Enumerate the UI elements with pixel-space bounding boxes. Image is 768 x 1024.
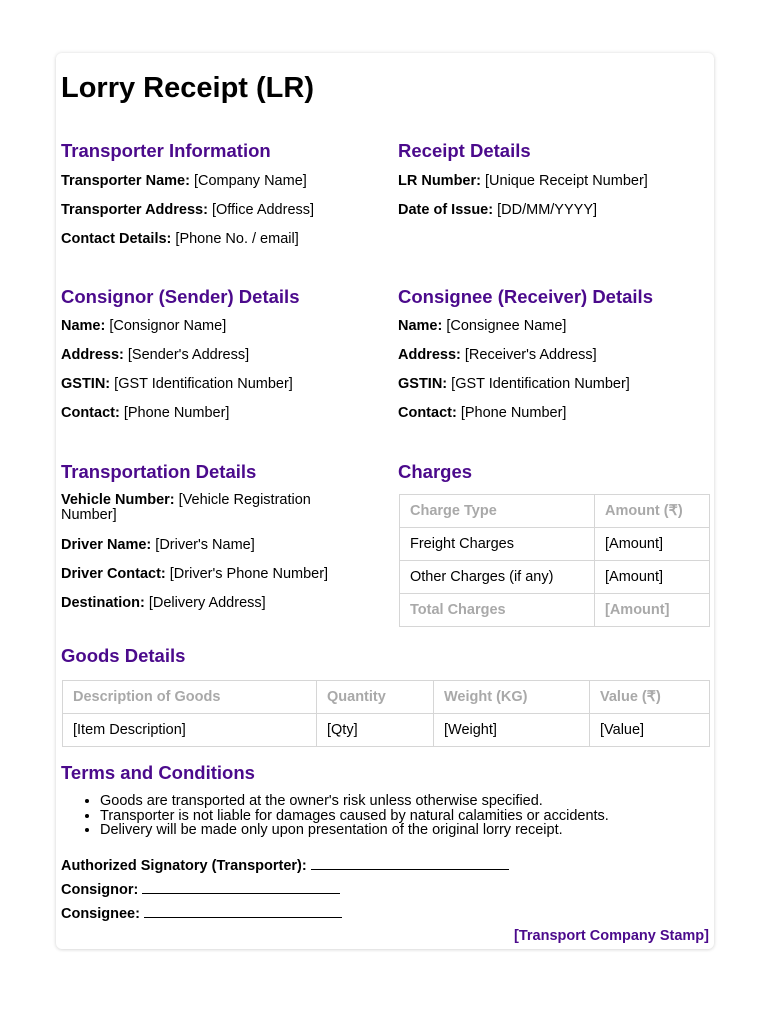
consignee-gstin-field: GSTIN: [GST Identification Number]: [398, 376, 630, 392]
charge-type-cell: Other Charges (if any): [400, 561, 595, 594]
amount-cell: [Amount]: [595, 528, 710, 561]
list-item: • Delivery will be made only upon presentation of the original lorry receipt.: [100, 823, 609, 838]
consignee-signature-line: Consignee:: [61, 905, 342, 922]
transporter-name-field: Transporter Name: [Company Name]: [61, 173, 307, 189]
table-row: [63, 714, 710, 747]
goods-heading: Goods Details: [61, 645, 186, 666]
list-item: • Goods are transported at the owner's risk unless otherwise specified.: [100, 794, 609, 809]
consignee-address-field: Address: [Receiver's Address]: [398, 347, 597, 363]
destination-field: Destination: [Delivery Address]: [61, 595, 266, 611]
charges-heading: Charges: [398, 461, 473, 482]
value-header: Value (₹): [590, 681, 710, 714]
company-stamp: [Transport Company Stamp]: [514, 928, 709, 944]
transporter-heading: Transporter Information: [61, 140, 271, 161]
list-item: • Transporter is not liable for damages caused by natural calamities or accidents.: [100, 809, 609, 824]
value-cell: [Value]: [590, 714, 710, 747]
quantity-cell: [Qty]: [317, 714, 434, 747]
signature-line: [311, 857, 509, 870]
date-of-issue-field: Date of Issue: [DD/MM/YYYY]: [398, 202, 598, 218]
charges-header-row: [400, 495, 710, 528]
consignor-contact-field: Contact: [Phone Number]: [61, 405, 230, 421]
amount-cell: [Amount]: [595, 561, 710, 594]
consignor-name-field: Name: [Consignor Name]: [61, 318, 227, 334]
table-row: [400, 561, 710, 594]
signature-line: [144, 905, 342, 918]
transporter-address-field: Transporter Address: [Office Address]: [61, 202, 315, 218]
terms-list: [79, 794, 609, 838]
charge-type-header: Charge Type: [400, 495, 595, 528]
quantity-header: Quantity: [317, 681, 434, 714]
page-title: Lorry Receipt (LR): [61, 72, 314, 104]
transporter-contact-field: Contact Details: [Phone No. / email]: [61, 231, 299, 247]
consignor-heading: Consignor (Sender) Details: [61, 286, 300, 307]
total-row: [400, 594, 710, 627]
authorized-signatory-line: Authorized Signatory (Transporter):: [61, 857, 509, 874]
signature-line: [142, 881, 340, 894]
consignee-contact-field: Contact: [Phone Number]: [398, 405, 567, 421]
charge-type-cell: Freight Charges: [400, 528, 595, 561]
table-row: [400, 528, 710, 561]
receipt-heading: Receipt Details: [398, 140, 531, 161]
terms-heading: Terms and Conditions: [61, 762, 255, 783]
total-label-cell: Total Charges: [400, 594, 595, 627]
consignee-name-field: Name: [Consignee Name]: [398, 318, 567, 334]
consignor-gstin-field: GSTIN: [GST Identification Number]: [61, 376, 293, 392]
consignor-signature-line: Consignor:: [61, 881, 340, 898]
total-value-cell: [Amount]: [595, 594, 710, 627]
transportation-heading: Transportation Details: [61, 461, 257, 482]
driver-contact-field: Driver Contact: [Driver's Phone Number]: [61, 566, 329, 582]
description-header: Description of Goods: [63, 681, 317, 714]
weight-cell: [Weight]: [434, 714, 590, 747]
amount-header: Amount (₹): [595, 495, 710, 528]
consignor-address-field: Address: [Sender's Address]: [61, 347, 250, 363]
goods-header-row: [63, 681, 710, 714]
driver-name-field: Driver Name: [Driver's Name]: [61, 537, 255, 553]
charges-table: [399, 494, 710, 627]
consignee-heading: Consignee (Receiver) Details: [398, 286, 653, 307]
lr-number-field: LR Number: [Unique Receipt Number]: [398, 173, 648, 189]
weight-header: Weight (KG): [434, 681, 590, 714]
vehicle-number-field: Vehicle Number: [Vehicle Registration Number]: [61, 492, 311, 523]
goods-table: [62, 680, 710, 747]
description-cell: [Item Description]: [63, 714, 317, 747]
